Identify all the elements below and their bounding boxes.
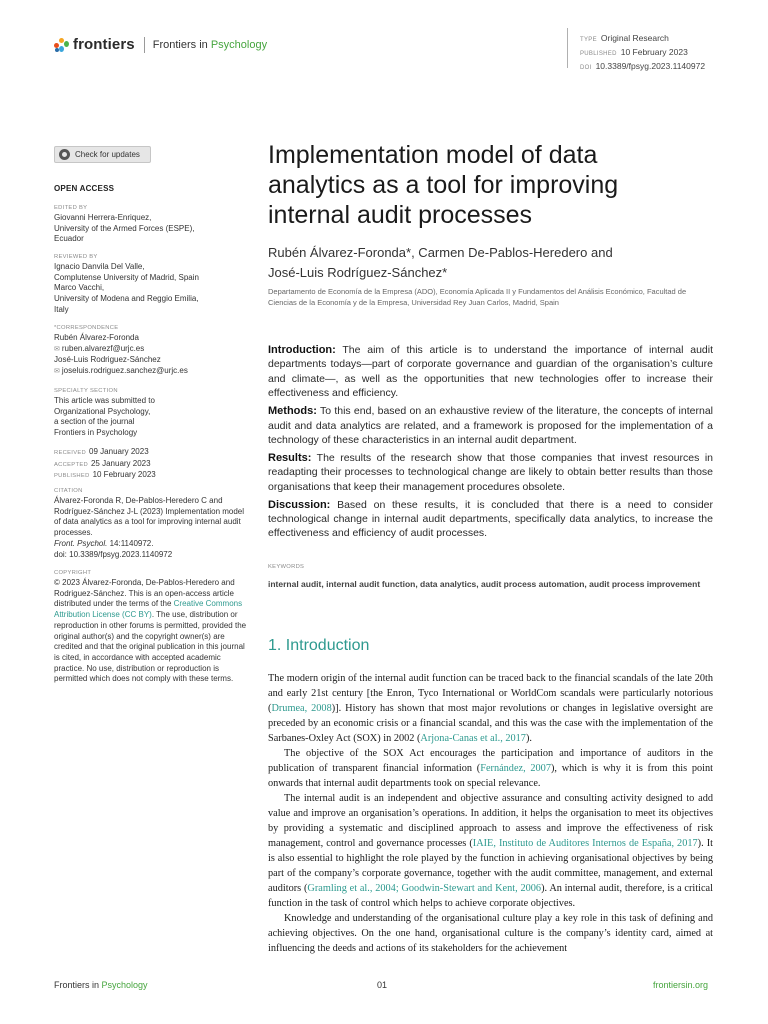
logo-text: frontiers [73,36,135,53]
reviewed-by-section: REVIEWED BY Ignacio Danvila Del Valle, Complutense University of Madrid, Spain Marco Vacchi, University of Modena and Reggio Emilia, Italy [54,254,199,314]
keywords: internal audit, internal audit function, data analytics, audit process automation, audit process improvement [268,579,701,589]
frontiers-logo-icon [54,37,70,53]
footer-journal: Frontiers in Psychology [54,980,148,990]
paragraph-2: The objective of the SOX Act encourages the participation and importance of auditors in the publication of transparent financial information (Fernández, 2007), which is why it is from this point onwards that internal audit departments took on special relevance. [268,748,714,789]
body-text [268,671,713,956]
meta-type: TYPE Original Research [580,33,669,43]
specialty-section: SPECIALTY SECTION This article was submitted to Organizational Psychology, a section of the journal Frontiers in Psychology [54,388,155,438]
email-link-2[interactable]: joseluis.rodriguez.sanchez@urjc.es [61,366,188,376]
section-heading: 1. Introduction [268,637,370,654]
citation-doi[interactable]: doi: 10.3389/fpsyg.2023.1140972 [54,549,173,559]
journal-name: Frontiers in Psychology [152,38,268,51]
meta-doi: DOI 10.3389/fpsyg.2023.1140972 [580,61,706,71]
citation-link[interactable]: Arjona-Canas et al., 2017 [420,733,526,744]
email-icon: ✉ [54,345,60,353]
author-list: Rubén Álvarez-Foronda*, Carmen De-Pablos-Heredero and José-Luis Rodríguez-Sánchez* [268,245,613,280]
open-access-label: OPEN ACCESS [54,184,115,193]
footer-site-link[interactable]: frontiersin.org [653,980,709,990]
citation-link[interactable]: Drumea, 2008 [271,703,332,714]
abstract-results: Results: The results of the research show that those companies that invest resources in readapting their processes to technological change are likely to obtain better results than those organisations that keep their management procedures obsolete. [268,451,713,493]
paragraph-1: The modern origin of the internal audit function can be traced back to the financial scandals of the late 20th and early 21st century [the Enron, Tyco International or WorldCom scandals were particularly notorious (Drumea, 2008)]. History has shown that most major revolutions or changes in legislative oversight are preceded by an economic crisis or a financial scandal, and this was the case with the implementation of the Sarbanes-Oxley Act (SOX) in 2002 (Arjona-Canas et al., 2017). [268,673,713,744]
dates-section: RECEIVED 09 January 2023 ACCEPTED 25 January 2023 PUBLISHED 10 February 2023 [54,447,156,480]
citation-link[interactable]: Fernández, 2007 [480,763,551,774]
correspondence-section: *CORRESPONDENCE Rubén Álvarez-Foronda ✉ ruben.alvarezf@urjc.es José-Luis Rodriguez-Sánchez ✉ joseluis.rodriguez.sanchez@urjc.es [54,325,188,376]
citation-section: CITATION Álvarez-Foronda R, De-Pablos-Heredero C and Rodríguez-Sánchez J-L (2023) Implementation model of data analytics as a tool for improving internal audit processes. Front. Psychol. 14:1140972. doi: 10.3389/fpsyg.2023.1140972 [54,488,245,559]
logo-divider [144,37,145,53]
copyright-section: COPYRIGHT © 2023 Álvarez-Foronda, De-Pablos-Heredero and Rodriguez-Sánchez. This is an open-access article distributed under the terms of the Creative Commons Attribution License (CC BY). The use, distribution or reproduction in other forums is permitted, provided the original author(s) and the copyright owner(s) are credited and that the original publication in this journal is cited, in accordance with accepted academic practice. No use, distribution or reproduction is permitted which does not comply with these terms. [54,570,247,684]
email-icon: ✉ [54,368,60,376]
page-number: 01 [377,980,388,990]
edited-by-section: EDITED BY Giovanni Herrera-Enriquez, University of the Armed Forces (ESPE), Ecuador [54,205,195,244]
check-for-updates-button[interactable]: Check for updates [54,146,151,163]
frontiers-logo[interactable] [54,36,267,53]
article-meta [580,32,705,74]
affiliation: Departamento de Economía de la Empresa (ADO), Economía Aplicada II y Fundamentos del Análisis Económico, Facultad de Ciencias de la Economía y de la Empresa, Universidad Rey Juan Carlos, Madrid, Spain [268,287,687,307]
keywords-label: KEYWORDS [268,564,305,570]
abstract-discussion: Discussion: Based on these results, it is concluded that there is a need to consider technological change in internal audit departments, specifically data analytics, to increase the effectiveness and efficiency of audit processes. [268,498,713,540]
email-link-1[interactable]: ruben.alvarezf@urjc.es [61,343,145,353]
paragraph-4: Knowledge and understanding of the organisational culture play a key role in this task of defining and achieving objectives. On the one hand, organisational culture is the company’s identity card, aimed at influencing the deeds and actions of its stakeholders for the achievement [268,913,713,954]
cc-license-link[interactable]: Creative Commons Attribution License (CC BY) [54,599,243,620]
citation-link[interactable]: IAIE, Instituto de Auditores Internos de España, 2017 [472,838,698,849]
abstract-introduction: Introduction: The aim of this article is to understand the importance of internal audit departments todays—part of corporate governance and guardian of the organisation’s culture and climate—, as well as the opportunities that new technologies offer to increase their effectiveness and efficiency. [268,344,713,400]
article-title: Implementation model of data analytics as a tool for improving internal audit processes [268,141,619,229]
meta-published: PUBLISHED 10 February 2023 [580,47,688,57]
meta-divider [567,28,568,68]
abstract-methods: Methods: To this end, based on an exhaustive review of the literature, the concepts of internal audit and data analytics are related, and a framework is proposed for the implementation of a technology of these characteristics in an internal audit department. [268,405,713,446]
abstract [268,343,713,544]
citation-link[interactable]: Gramling et al., 2004; Goodwin-Stewart and Kent, 2006 [307,883,542,894]
paragraph-3: The internal audit is an independent and objective assurance and consulting activity designed to add value and improve an organisation’s operations. In addition, it helps the organisation to meet its objectives by providing a systematic and disciplined approach to assess and improve the effectiveness of risk management, control and governance processes (IAIE, Instituto de Auditores Internos de España, 2017). It is also essential to highlight the role played by the function in achieving organisational objectives by being part of the company’s corporate governance, together with the audit committee, management, and external auditors (Gramling et al., 2004; Goodwin-Stewart and Kent, 2006). An internal audit, therefore, is a critical function in the task of control which helps to achieve corporate objectives. [268,793,713,909]
check-updates-icon [59,149,70,160]
